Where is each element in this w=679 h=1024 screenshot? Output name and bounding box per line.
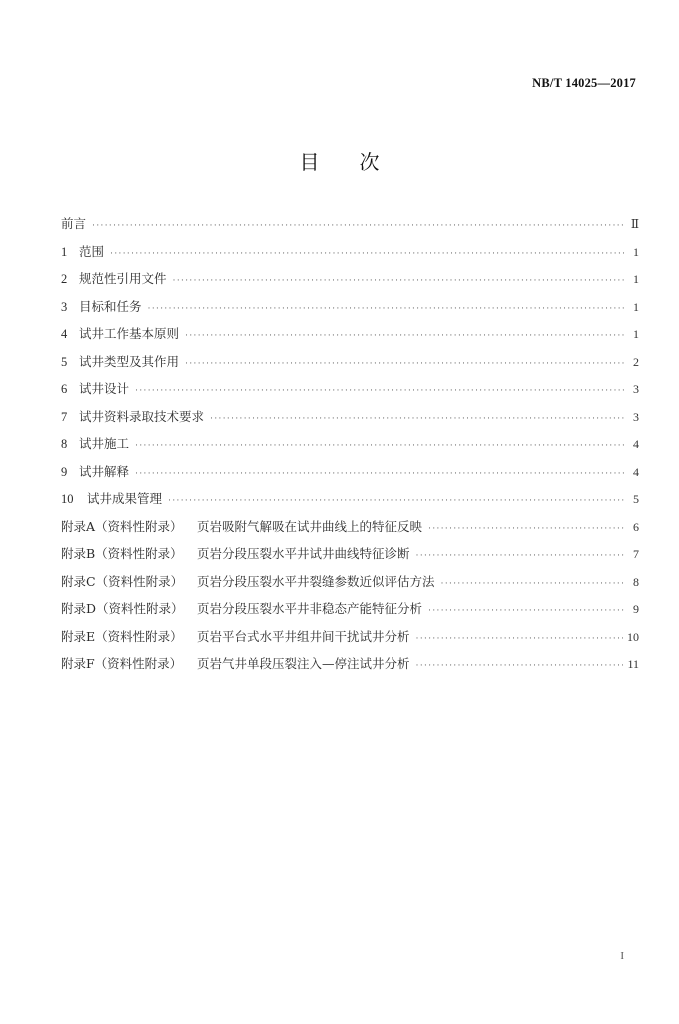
toc-entry-page: 10	[627, 629, 639, 644]
toc-entry-label: 目标和任务	[79, 298, 142, 314]
toc-entry-label: 前言	[61, 216, 87, 231]
dot-leader	[185, 358, 625, 368]
table-of-contents	[61, 214, 639, 682]
page-number: I	[620, 950, 624, 962]
toc-entry-label: 页岩气井单段压裂注入—停注试井分析	[197, 656, 410, 671]
appendix-prefix: 附录D（资料性附录）	[61, 601, 184, 616]
dot-leader	[173, 275, 625, 285]
dot-leader	[416, 550, 625, 560]
toc-entry-appendix-e[interactable]	[61, 627, 639, 655]
toc-entry-label: 页岩分段压裂水平井裂缝参数近似评估方法	[197, 573, 435, 589]
toc-entry-page: 8	[633, 574, 639, 589]
toc-entry-label: 试井工作基本原则	[79, 326, 180, 341]
toc-entry-10[interactable]	[61, 489, 639, 517]
dot-leader	[416, 660, 624, 670]
toc-entry-number: 3	[61, 299, 68, 314]
toc-entry-appendix-b[interactable]	[61, 544, 639, 572]
toc-entry-7[interactable]	[61, 407, 639, 435]
toc-entry-8[interactable]	[61, 434, 639, 462]
toc-entry-number: 1	[61, 244, 68, 259]
toc-entry-appendix-f[interactable]	[61, 654, 639, 682]
standard-number: NB/T 14025—2017	[532, 76, 636, 90]
toc-entry-4[interactable]	[61, 324, 639, 352]
dot-leader	[428, 523, 625, 533]
dot-leader	[135, 385, 625, 395]
toc-entry-label: 页岩平台式水平井组井间干扰试井分析	[197, 628, 410, 644]
toc-entry-page: 7	[633, 547, 639, 561]
toc-entry-label: 页岩分段压裂水平井试井曲线特征诊断	[197, 546, 410, 561]
toc-entry-number: 9	[61, 464, 68, 479]
toc-entry-label: 试井设计	[79, 381, 130, 396]
toc-entry-1[interactable]	[61, 242, 639, 270]
toc-entry-number: 6	[61, 382, 68, 396]
dot-leader	[428, 605, 625, 615]
toc-entry-appendix-a[interactable]	[61, 517, 639, 545]
toc-entry-label: 页岩吸附气解吸在试井曲线上的特征反映	[197, 518, 423, 534]
toc-entry-5[interactable]	[61, 352, 639, 380]
toc-entry-page: 6	[633, 519, 639, 534]
toc-entry-page: Ⅱ	[630, 217, 639, 231]
toc-entry-number: 8	[61, 437, 68, 451]
dot-leader	[185, 330, 625, 340]
toc-entry-label: 试井成果管理	[87, 491, 163, 506]
dot-leader	[441, 578, 625, 588]
dot-leader	[210, 413, 625, 423]
toc-entry-label: 页岩分段压裂水平井非稳态产能特征分析	[197, 601, 423, 616]
dot-leader	[416, 633, 623, 643]
toc-entry-page: 5	[633, 492, 639, 506]
appendix-prefix: 附录A（资料性附录）	[61, 518, 183, 534]
toc-entry-page: 11	[627, 657, 639, 671]
toc-entry-label: 规范性引用文件	[79, 271, 167, 286]
dot-leader	[168, 495, 625, 505]
toc-entry-2[interactable]	[61, 269, 639, 297]
toc-entry-number: 2	[61, 272, 68, 286]
appendix-prefix: 附录B（资料性附录）	[61, 546, 183, 561]
toc-entry-label: 试井资料录取技术要求	[79, 408, 205, 424]
appendix-prefix: 附录F（资料性附录）	[61, 656, 183, 671]
dot-leader	[92, 220, 625, 230]
dot-leader	[135, 468, 625, 478]
dot-leader	[135, 440, 625, 450]
toc-entry-page: 3	[633, 409, 639, 424]
toc-entry-label: 试井类型及其作用	[79, 353, 180, 369]
toc-entry-page: 4	[633, 464, 639, 479]
toc-entry-label: 试井施工	[79, 436, 130, 451]
toc-entry-label: 范围	[79, 243, 105, 259]
toc-entry-page: 1	[633, 327, 639, 341]
toc-entry-page: 2	[633, 354, 639, 369]
appendix-prefix: 附录E（资料性附录）	[61, 628, 183, 644]
toc-entry-appendix-c[interactable]	[61, 572, 639, 600]
toc-entry-6[interactable]	[61, 379, 639, 407]
toc-entry-number: 10	[61, 492, 74, 506]
toc-entry-page: 3	[633, 382, 639, 396]
toc-entry-number: 5	[61, 354, 68, 369]
toc-entry-appendix-d[interactable]	[61, 599, 639, 627]
dot-leader	[110, 248, 625, 258]
toc-entry-page: 9	[633, 602, 639, 616]
toc-entry-page: 1	[633, 299, 639, 314]
dot-leader	[148, 303, 625, 313]
title-char-2: 次	[359, 150, 380, 174]
toc-entry-preface[interactable]	[61, 214, 639, 242]
page-title	[0, 146, 679, 175]
title-char-1: 目	[299, 150, 320, 174]
toc-entry-page: 4	[633, 437, 639, 451]
appendix-prefix: 附录C（资料性附录）	[61, 573, 184, 589]
toc-entry-number: 4	[61, 327, 68, 341]
toc-entry-3[interactable]	[61, 297, 639, 325]
toc-entry-number: 7	[61, 409, 68, 424]
toc-entry-9[interactable]	[61, 462, 639, 490]
toc-entry-page: 1	[633, 272, 639, 286]
toc-entry-page: 1	[633, 244, 639, 259]
toc-entry-label: 试井解释	[79, 463, 130, 479]
